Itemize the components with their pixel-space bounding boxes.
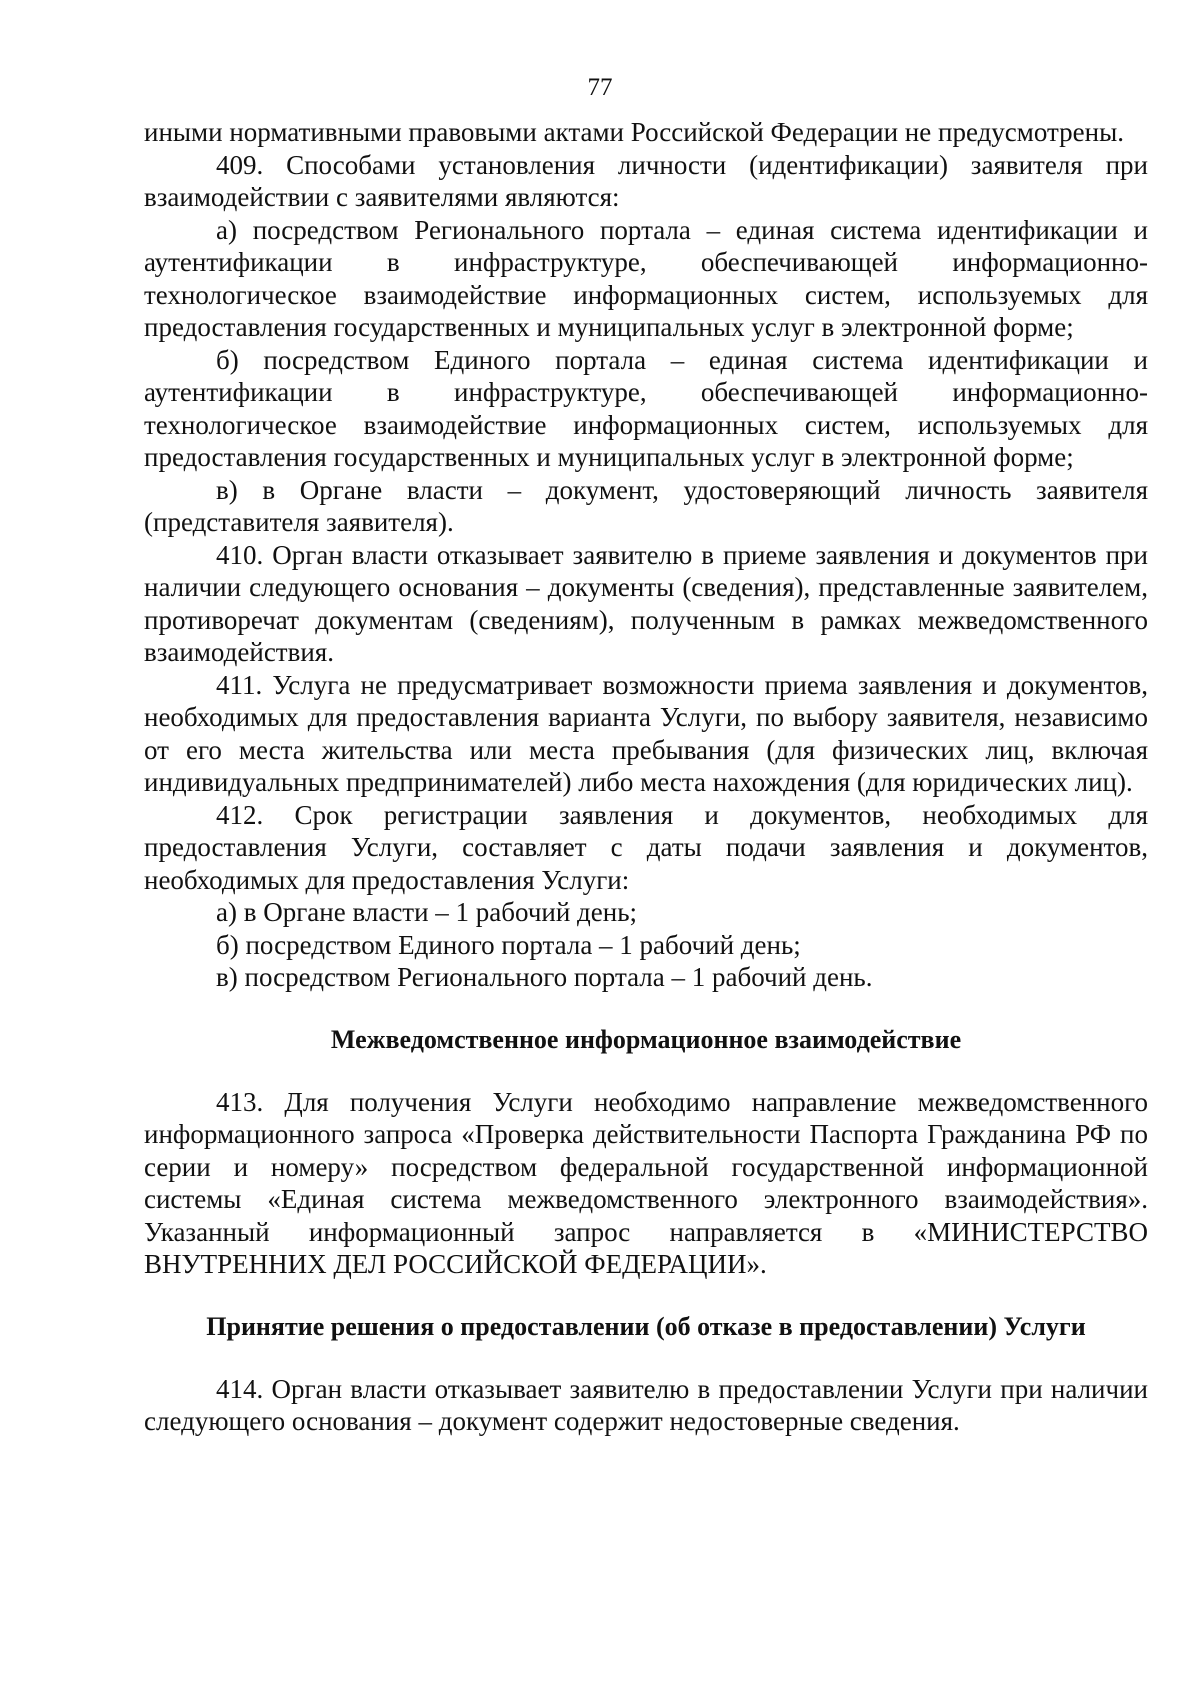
list-item-412-b: б) посредством Единого портала – 1 рабочий день;	[216, 929, 801, 960]
paragraph-411: 411. Услуга не предусматривает возможности приема заявления и документов, необходимых для предоставления варианта Услуги, по выбору заявителя, независимо от его места жительства или места пребывания (для физических лиц, включая индивидуальных предпринимателей) либо места нахождения (для юридических лиц).	[144, 669, 1148, 797]
section-heading-interagency: Межведомственное информационное взаимодействие	[330, 1024, 962, 1054]
list-item-412-a: а) в Органе власти – 1 рабочий день;	[216, 897, 638, 927]
paragraph-410: 410. Орган власти отказывает заявителю в приеме заявления и документов при наличии следующего основания – документы (сведения), представленные заявителем, противоречат документам (сведениям), полученным в рамках межведомственного взаимодействия.	[144, 539, 1148, 667]
paragraph-continuation: иными нормативными правовыми актами Российской Федерации не предусмотрены.	[144, 117, 1124, 147]
paragraph-414: 414. Орган власти отказывает заявителю в предоставлении Услуги при наличии следующего основания – документ содержит недостоверные сведения.	[144, 1373, 1148, 1436]
paragraph-413: 413. Для получения Услуги необходимо направление межведомственного информационного запроса «Проверка действительности Паспорта Гражданина РФ по серии и номеру» посредством федеральной государственной информационной системы «Единая система межведомственного электронного взаимодействия». Указанный информационный запрос направляется в «МИНИСТЕРСТВО ВНУТРЕННИХ ДЕЛ РОССИЙСКОЙ ФЕДЕРАЦИИ».	[144, 1086, 1148, 1279]
list-item-412-c: в) посредством Регионального портала – 1 рабочий день.	[216, 962, 873, 992]
paragraph-409-c: в) в Органе власти – документ, удостоверяющий личность заявителя (представителя заявителя).	[144, 474, 1148, 537]
paragraph-409-a: а) посредством Регионального портала – единая система идентификации и аутентификации в инфраструктуре, обеспечивающей информационно-технологическое взаимодействие информационных систем, используемых для предоставления государственных и муниципальных услуг в электронной форме;	[144, 214, 1148, 342]
paragraph-409: 409. Способами установления личности (идентификации) заявителя при взаимодействии с заявителями являются:	[144, 149, 1148, 212]
page-number: 77	[587, 74, 613, 101]
document-body	[144, 116, 1148, 1438]
paragraph-412: 412. Срок регистрации заявления и документов, необходимых для предоставления Услуги, составляет с даты подачи заявления и документов, необходимых для предоставления Услуги:	[144, 799, 1148, 895]
section-heading-decision: Принятие решения о предоставлении (об отказе в предоставлении) Услуги	[206, 1311, 1086, 1341]
paragraph-409-b: б) посредством Единого портала – единая система идентификации и аутентификации в инфраструктуре, обеспечивающей информационно-технологическое взаимодействие информационных систем, используемых для предоставления государственных и муниципальных услуг в электронной форме;	[144, 344, 1148, 472]
